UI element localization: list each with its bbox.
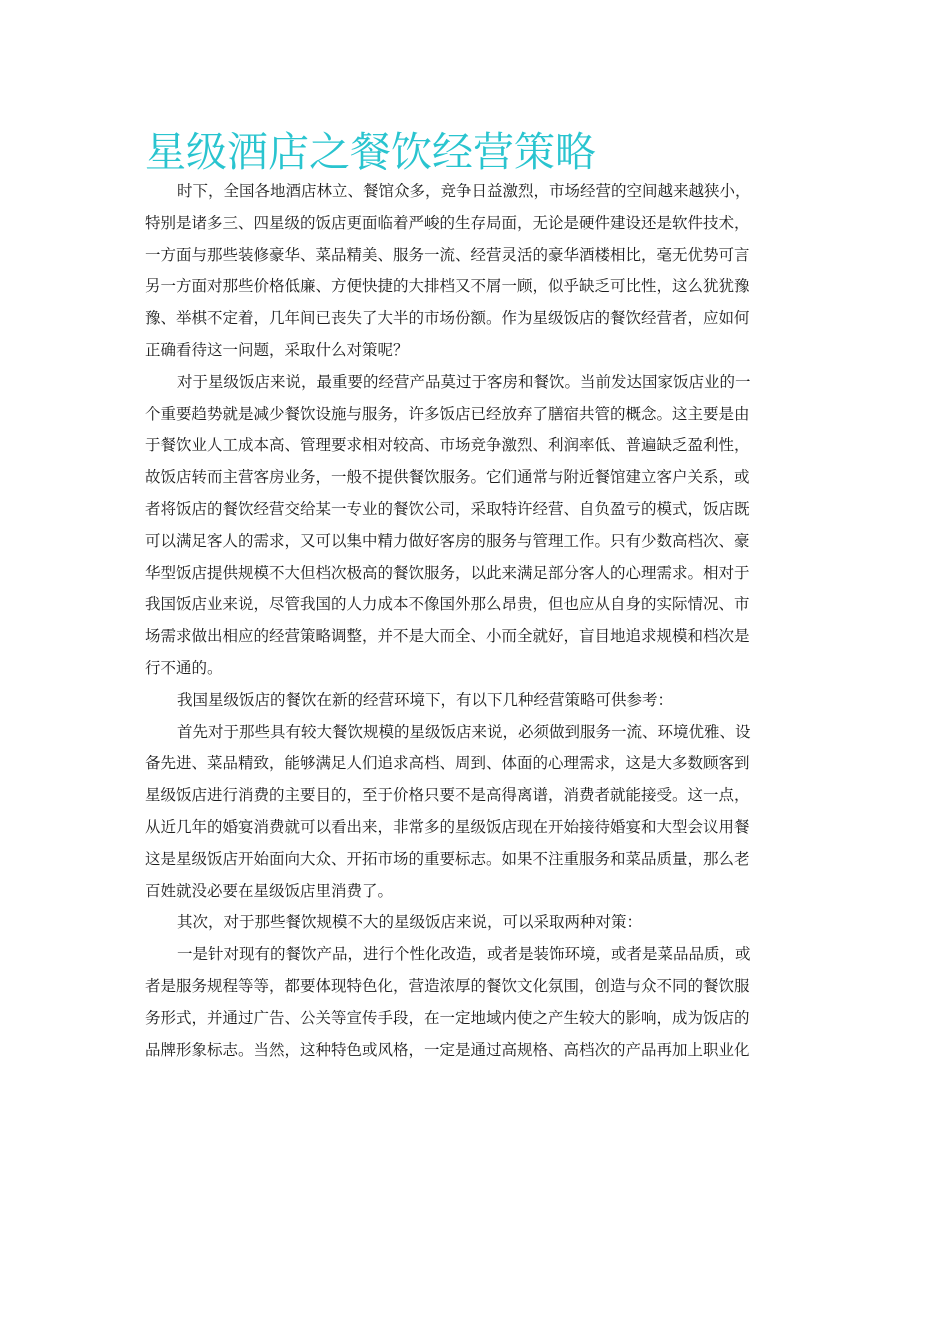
text-line: 时下，全国各地酒店林立、餐馆众多，竞争日益激烈，市场经营的空间越来越狭小， [177, 182, 751, 200]
text-line: 者将饭店的餐饮经营交给某一专业的餐饮公司，采取特许经营、自负盈亏的模式，饭店既 [145, 499, 750, 518]
text-line: 我国星级饭店的餐饮在新的经营环境下，有以下几种经营策略可供参考： [177, 690, 674, 709]
text-line: 可以满足客人的需求，又可以集中精力做好客房的服务与管理工作。只有少数高档次、豪 [145, 531, 750, 550]
paragraph [145, 367, 809, 685]
text-line: 个重要趋势就是减少餐饮设施与服务，许多饭店已经放弃了膳宿共管的概念。这主要是由 [145, 404, 750, 423]
text-line: 务形式，并通过广告、公关等宣传手段，在一定地域内使之产生较大的影响，成为饭店的 [145, 1008, 750, 1027]
paragraph [145, 685, 809, 717]
text-line: 华型饭店提供规模不大但档次极高的餐饮服务，以此来满足部分客人的心理需求。相对于 [145, 563, 750, 582]
document-title: 星级酒店之餐饮经营策略 [145, 128, 596, 176]
text-line: 对于星级饭店来说，最重要的经营产品莫过于客房和餐饮。当前发达国家饭店业的一 [177, 372, 751, 391]
text-line: 百姓就没必要在星级饭店里消费了。 [145, 881, 394, 900]
text-line: 于餐饮业人工成本高、管理要求相对较高、市场竞争激烈、利润率低、普遍缺乏盈利性， [145, 436, 750, 455]
text-line: 备先进、菜品精致，能够满足人们追求高档、周到、体面的心理需求，这是大多数顾客到 [145, 754, 750, 773]
paragraph [145, 907, 809, 939]
text-line: 一是针对现有的餐饮产品，进行个性化改造，或者是装饰环境，或者是菜品品质，或 [177, 945, 751, 964]
text-line: 星级饭店进行消费的主要目的，至于价格只要不是高得离谱，消费者就能接受。这一点， [145, 786, 750, 805]
text-line: 品牌形象标志。当然，这种特色或风格，一定是通过高规格、高档次的产品再加上职业化 [145, 1040, 750, 1059]
text-line: 其次，对于那些餐饮规模不大的星级饭店来说，可以采取两种对策： [177, 913, 643, 932]
text-line: 行不通的。 [145, 658, 223, 677]
text-line: 正确看待这一问题，采取什么对策呢？ [145, 340, 409, 359]
text-line: 从近几年的婚宴消费就可以看出来，非常多的星级饭店现在开始接待婚宴和大型会议用餐 [145, 817, 750, 836]
paragraph [145, 176, 809, 367]
document-body [145, 176, 809, 1066]
paragraph [145, 717, 809, 908]
text-line: 故饭店转而主营客房业务，一般不提供餐饮服务。它们通常与附近餐馆建立客户关系，或 [145, 468, 750, 487]
text-line: 特别是诸多三、四星级的饭店更面临着严峻的生存局面，无论是硬件建设还是软件技术， [145, 213, 750, 232]
text-line: 者是服务规程等等，都要体现特色化，营造浓厚的餐饮文化氛围，创造与众不同的餐饮服 [145, 976, 750, 995]
text-line: 首先对于那些具有较大餐饮规模的星级饭店来说，必须做到服务一流、环境优雅、设 [177, 722, 751, 741]
text-line: 另一方面对那些价格低廉、方便快捷的大排档又不屑一顾，似乎缺乏可比性，这么犹犹豫 [145, 277, 750, 296]
text-line: 豫、举棋不定着，几年间已丧失了大半的市场份额。作为星级饭店的餐饮经营者，应如何 [145, 309, 750, 328]
paragraph [145, 939, 809, 1066]
text-line: 我国饭店业来说，尽管我国的人力成本不像国外那么昂贵，但也应从自身的实际情况、市 [145, 595, 750, 614]
document-page [145, 126, 809, 1066]
text-line: 这是星级饭店开始面向大众、开拓市场的重要标志。如果不注重服务和菜品质量，那么老 [145, 849, 750, 868]
text-line: 一方面与那些装修豪华、菜品精美、服务一流、经营灵活的豪华酒楼相比，毫无优势可言 [145, 245, 750, 264]
text-line: 场需求做出相应的经营策略调整，并不是大而全、小而全就好，盲目地追求规模和档次是 [145, 627, 750, 646]
